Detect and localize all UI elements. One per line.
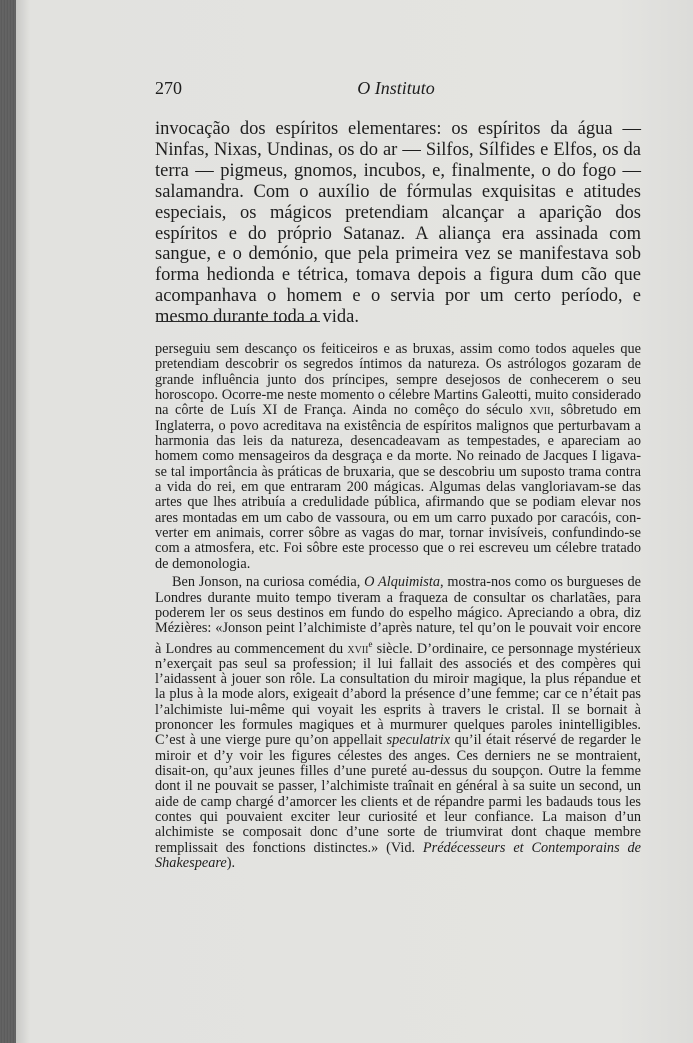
- century-numeral: xvii: [347, 640, 369, 657]
- footnote-text: qu’il était réservé de regarder le miroir et d’y voir les figures célestes des anges. Ces derniers ne se montraient, disait-on, qu’aux jeunes filles d’une pureté au-dessus du soupçon. Outre la femme dont il ne pouvait se passer, l’alchimiste traînait en général à sa suite un second, un aide de camp chargé d’amorcer les clients et de répandre parmi les badauds tous les contes qui pouvaient exciter leur curiosité et leur confiance. La maison d’un alchimiste se composait donc d’une sorte de triumvirat dont chaque membre remplissait des fonctions distinctes.» (Vid.: [155, 732, 641, 856]
- running-head: [155, 78, 637, 102]
- body-paragraph: invocação dos espíritos elementares: os espíritos da água — Ninfas, Nixas, Undinas, os do ar — Silfos, Sílfides e Elfos, os da terra — pigmeus, gnomos, incubos, e, finalmente, o do fogo — salamandra. Com o auxílio de fórmulas exquisitas e atitudes especiais, os mágicos pretendiam alcançar a aparição dos espíritos e do próprio Satanaz. A aliança era assinada com sangue, e o demónio, que pela primeira vez se manifestava sob forma hedionda e tétrica, tomava depois a figura dum cão que acompanhava o homem e o servia por um certo período, e mesmo durante toda a vida.: [155, 119, 641, 328]
- source-title: Prédécesseurs et Contemporains de Shakespeare: [155, 839, 641, 872]
- latin-term: speculatrix: [386, 732, 451, 749]
- footnote-text: , mostra-nos como os burgueses de Londres durante muito tempo tiveram a fraqueza de consultar os charlatães, para poderem ler os seus destinos em fundo do espelho mágico. Apreciando a obra, diz Mézières: «Jonson peint l’alchimiste d’après nature, tel qu’on le pouvait voir encore à Londres au commencement du: [155, 574, 641, 657]
- footnote-paragraph-2: [155, 575, 641, 871]
- running-title: O Instituto: [357, 78, 435, 98]
- footnote-text: Ben Jonson, na curiosa comédia,: [172, 574, 365, 591]
- footnote-text: , sôbretudo em Inglaterra, o povo acreditava na existência de espíritos malignos que perturbavam a harmonia das leis da natureza, desencadeavam as tempestades, e apareciam ao homem como mensageiros da desgraça e da morte. No reinado de Jacques I ligava-se tal importância às práticas de bruxaria, que se descobriu um suposto trama contra a vida do rei, em que entraram 200 mágicas. Algumas delas vangloriavam-se das artes que lhes atribuía a credulidade pública, afirmando que se podiam elevar nos ares montadas em um cabo de vassoura, ou em um carro puxado por caracóis, converter em animais, correr sôbre as vagas do mar, tornar invisíveis, confundindo-se com a atmosfera, etc. Foi sôbre este processo que o rei escreveu um célebre tratado de demonologia.: [155, 402, 641, 572]
- footnote-text: perseguiu sem descanço os feiticeiros e as bruxas, assim como todos aqueles que pretendiam descobrir os segredos íntimos da natureza. Os astrólogos gozaram de grande influência junto dos príncipes, sempre desejosos de conhecerem o seu horoscopo. Ocorre-me neste momento o célebre Martins Galeotti, muito considerado na côrte de Luís XI de França. Ainda no comêço do século: [155, 341, 641, 419]
- century-suffix: e: [368, 638, 373, 649]
- footnote: [155, 342, 641, 871]
- footnote-text: ).: [226, 855, 236, 872]
- work-title: O Alquimista: [364, 574, 440, 591]
- century-numeral: xvii: [529, 402, 551, 419]
- footnote-separator: [156, 321, 320, 322]
- footnote-paragraph-1: [155, 342, 641, 572]
- footnote-text: siècle. D’ordinaire, ce personnage mystérieux n’exerçait pas seul sa profession; il lui fallait des associés et des compères qui l’aidassent à jouer son rôle. La consultation du miroir magique, la plus répandue et la plus à la mode alors, exigeait d’abord la présence d’une femme; car ce n’était pas l’alchimiste lui-même qui voyait les esprits à travers le cristal. Il se bornait à prononcer les formules magiques et à murmurer quelques paroles inintelligibles. C’est à une vierge pure qu’on appellait: [155, 640, 641, 749]
- book-page-edges: [0, 0, 16, 1043]
- page-number: 270: [155, 78, 182, 98]
